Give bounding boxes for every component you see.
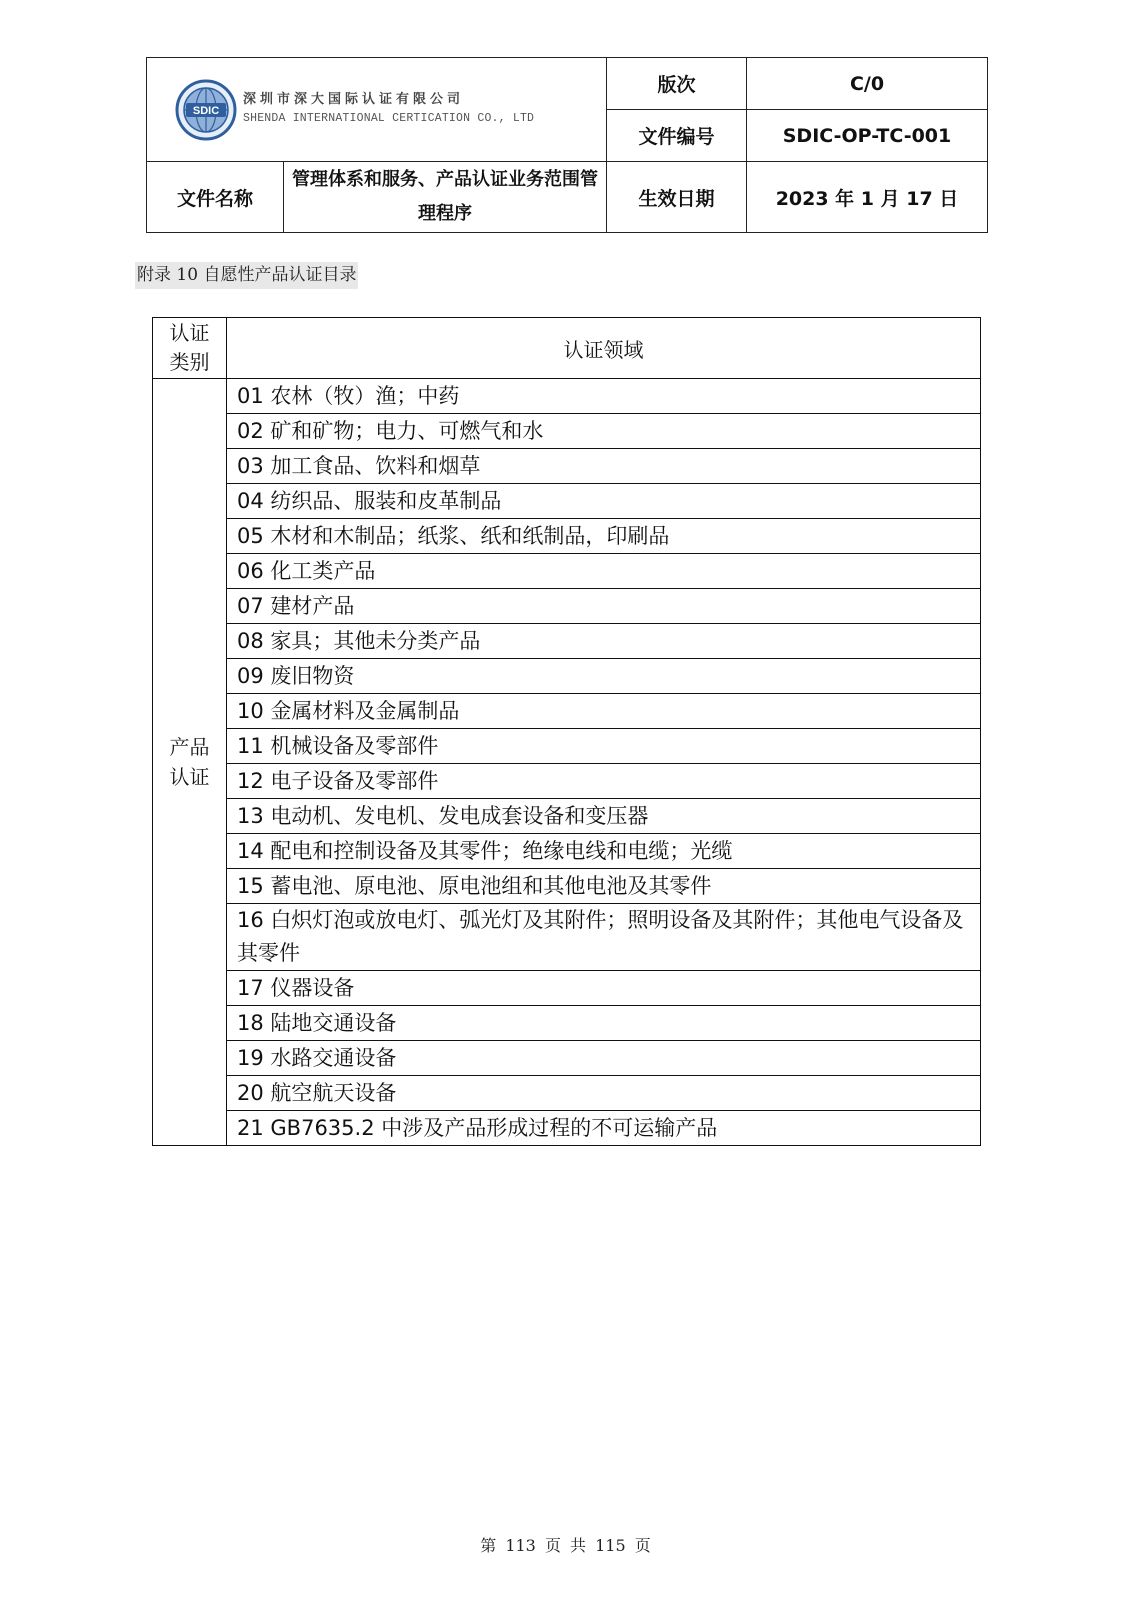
document-header-table <box>146 57 988 233</box>
catalog-item: 20 航空航天设备 <box>227 1076 981 1111</box>
table-row <box>153 764 981 799</box>
column-header-field: 认证领域 <box>227 318 981 379</box>
catalog-item: 21 GB7635.2 中涉及产品形成过程的不可运输产品 <box>227 1111 981 1146</box>
company-logo-icon <box>175 79 237 141</box>
company-name-cn: 深圳市深大国际认证有限公司 <box>243 92 465 108</box>
catalog-item: 15 蓄电池、原电池、原电池组和其他电池及其零件 <box>227 869 981 904</box>
appendix-title: 附录 10 自愿性产品认证目录 <box>135 262 358 289</box>
catalog-item: 01 农林（牧）渔；中药 <box>227 379 981 414</box>
catalog-item: 16 白炽灯泡或放电灯、弧光灯及其附件；照明设备及其附件；其他电气设备及其零件 <box>227 904 981 971</box>
catalog-item: 03 加工食品、饮料和烟草 <box>227 449 981 484</box>
doc-number-label: 文件编号 <box>607 110 747 162</box>
table-row <box>153 1006 981 1041</box>
catalog-item: 05 木材和木制品；纸浆、纸和纸制品，印刷品 <box>227 519 981 554</box>
table-row <box>153 729 981 764</box>
table-row <box>153 414 981 449</box>
table-row <box>153 449 981 484</box>
catalog-item: 18 陆地交通设备 <box>227 1006 981 1041</box>
catalog-item: 13 电动机、发电机、发电成套设备和变压器 <box>227 799 981 834</box>
catalog-item: 19 水路交通设备 <box>227 1041 981 1076</box>
catalog-item: 04 纺织品、服装和皮革制品 <box>227 484 981 519</box>
column-header-type: 认证 类别 <box>153 318 227 379</box>
catalog-item: 06 化工类产品 <box>227 554 981 589</box>
catalog-item: 14 配电和控制设备及其零件；绝缘电线和电缆；光缆 <box>227 834 981 869</box>
table-row <box>153 1041 981 1076</box>
table-row <box>153 589 981 624</box>
company-name-en: SHENDA INTERNATIONAL CERTICATION CO., LTD <box>243 112 535 126</box>
table-row <box>153 554 981 589</box>
table-row <box>153 484 981 519</box>
catalog-item: 07 建材产品 <box>227 589 981 624</box>
version-value: C/0 <box>747 58 988 110</box>
catalog-item: 02 矿和矿物；电力、可燃气和水 <box>227 414 981 449</box>
catalog-item: 08 家具；其他未分类产品 <box>227 624 981 659</box>
effective-date-label: 生效日期 <box>607 162 747 233</box>
doc-name-label: 文件名称 <box>147 162 284 233</box>
certification-catalog-table <box>152 317 981 1146</box>
catalog-item: 17 仪器设备 <box>227 971 981 1006</box>
table-row <box>153 694 981 729</box>
table-row <box>153 1076 981 1111</box>
catalog-item: 09 废旧物资 <box>227 659 981 694</box>
table-row <box>153 659 981 694</box>
catalog-item: 10 金属材料及金属制品 <box>227 694 981 729</box>
category-cell: 产品 认证 <box>153 379 227 1146</box>
svg-text:SDIC: SDIC <box>192 104 220 117</box>
company-logo-cell <box>147 58 607 162</box>
doc-name-value: 管理体系和服务、产品认证业务范围管理程序 <box>284 162 607 233</box>
table-row <box>153 379 981 414</box>
table-row <box>153 904 981 971</box>
table-row <box>153 799 981 834</box>
table-row <box>153 834 981 869</box>
page-number: 第 113 页 共 115 页 <box>480 1536 651 1555</box>
table-row <box>153 1111 981 1146</box>
effective-date-value: 2023 年 1 月 17 日 <box>747 162 988 233</box>
catalog-item: 12 电子设备及零部件 <box>227 764 981 799</box>
table-row <box>153 971 981 1006</box>
table-row <box>153 624 981 659</box>
doc-number-value: SDIC-OP-TC-001 <box>747 110 988 162</box>
table-row <box>153 869 981 904</box>
catalog-item: 11 机械设备及零部件 <box>227 729 981 764</box>
version-label: 版次 <box>607 58 747 110</box>
table-row <box>153 519 981 554</box>
